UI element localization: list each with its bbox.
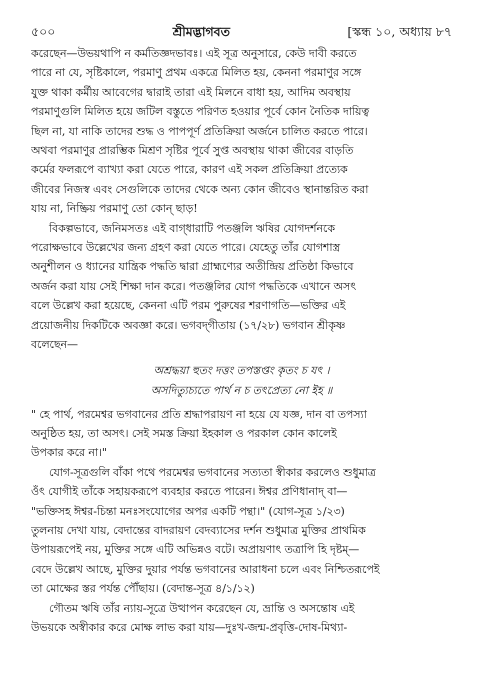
text-line: উপায়রূপেই নয়, মুক্তির সঙ্গে এটি অভিন্নও বটে। অপ্রায়ণাৎ তত্রাপি হি দৃষ্টম্— xyxy=(31,543,360,557)
text-line: তা মোক্ষের স্তর পর্যন্ত পৌঁছায়। (বেদান্ত-সূত্র ৪/১/১২) xyxy=(31,582,255,596)
body-text xyxy=(31,44,452,637)
text-line: বলেছেন— xyxy=(31,338,78,352)
text-line: প্রয়োজনীয় দিকটিকে অবজ্ঞা করে। ভগবদ্‌গীতায় (১৭/২৮) ভগবান শ্রীকৃষ্ণ xyxy=(31,318,346,332)
section-label: [স্কন্ধ ১০, অধ্যায় ৮৭ xyxy=(347,24,452,39)
text-line: পরোক্ষভাবে উল্লেখের জন্য গ্রহণ করা যেতে পারে। যেহেতু তাঁর যোগশাস্ত্র xyxy=(31,241,340,255)
text-line: পারে না যে, সৃষ্টিকালে, পরমাণু প্রথম একত্রে মিলিত হয়, কেননা পরমাণুর সঙ্গে xyxy=(31,66,362,80)
text-line: গৌতম ঋষি তাঁর ন্যায়-সূত্রে উত্থাপন করেছেন যে, ভ্রান্তি ও অসন্তোষ এই xyxy=(49,601,355,615)
book-title: শ্রীমদ্ভাগবত xyxy=(172,24,231,39)
verse-line: অসদিত্যুচ্যতে পার্থ ন চ তৎপ্রেত্য নো ইহ ॥ xyxy=(150,383,333,397)
text-line: বিকল্পভাবে, জনিমসতঃ এই বাগ্‌ধারাটি পতঞ্জলি ঋষির যোগদর্শনকে xyxy=(49,221,335,235)
text-line: যুক্ত থাকা কর্মীয় আবেগের দ্বারাই তারা এই মিলনে বাধা হয়, আদিম অবস্থায় xyxy=(31,85,351,99)
text-line: কর্মের ফলরূপে ব্যাখ্যা করা যেতে পারে, কারণ এই সকল প্রতিক্রিয়া প্রত্যেক xyxy=(31,163,348,177)
text-line: পরমাণুগুলি মিলিত হয়ে জটিল বস্তুতে পরিণত হওয়ার পূর্বে কোন নৈতিক দায়িত্ব xyxy=(31,105,370,119)
text-line: " হে পার্থ, পরমেশ্বর ভগবানের প্রতি শ্রদ্ধাপরায়ণ না হয়ে যে যজ্ঞ, দান বা তপস্যা xyxy=(31,407,367,421)
text-line: উভয়কে অস্বীকার করে মোক্ষ লাভ করা যায়—দুঃখ-জন্ম-প্রবৃত্তি-দোষ-মিথ্যা- xyxy=(31,620,348,634)
page-number: ৫০০ xyxy=(31,24,56,39)
text-line: বলে উল্লেখ করা হয়েছে, কেননা এটি পরম পুরুষের শরণাগতি—ভক্তির এই xyxy=(31,299,346,313)
text-line: উপকার করে না।" xyxy=(31,446,107,460)
text-line: তুলনায় দেখা যায়, বেদান্তের বাদরায়ণ বেদব্যাসের দর্শন শুধুমাত্র মুক্তির প্রাথমিক xyxy=(31,523,366,537)
text-line: বেদে উল্লেখ আছে, মুক্তির দুয়ার পর্যন্ত ভগবানের আরাধনা চলে এবং নিশ্চিতরূপেই xyxy=(31,562,380,576)
text-line: অনুষ্ঠিত হয়, তা অসৎ। সেই সমস্ত ক্রিয়া ইহকাল ও পরকাল কোন কালেই xyxy=(31,426,337,440)
text-line: অথবা পরমাণুর প্রারম্ভিক মিশ্রণ সৃষ্টির পূর্বে সুপ্ত অবস্থায় থাকা জীবের বাড়তি xyxy=(31,144,354,158)
verse-line: অশ্রদ্ধয়া হুতং দত্তং তপস্তপ্তং কৃতং চ যৎ । xyxy=(153,363,330,377)
text-line: জীবের নিজস্ব এবং সেগুলিকে তাদের থেকে অন্য কোন জীবেও স্থানান্তরিত করা xyxy=(31,182,369,196)
text-line: "ভক্তিসহ ঈশ্বর-চিন্তা মনঃসংযোগের অপর একটি পন্থা।" (যোগ-সূত্র ১/২৩) xyxy=(31,504,345,518)
sanskrit-verse xyxy=(31,361,452,401)
text-line: অর্জন করা যায় সেই শিক্ষা দান করে। পতঞ্জলির যোগ পদ্ধতিকে এখানে অসৎ xyxy=(31,279,356,293)
text-line: ওঁৎ যোগীই তাঁকে সহায়করূপে ব্যবহার করতে পারেন। ঈশ্বর প্রণিধানাদ্ বা— xyxy=(31,485,348,499)
text-line: যায় না, নিষ্ক্রিয় পরমাণু তো কোন্ ছাড়! xyxy=(31,202,198,216)
text-line: ছিল না, যা নাকি তাদের শুদ্ধ ও পাপপূর্ণ প্রতিক্রিয়া অর্জনে চালিত করতে পারে। xyxy=(31,124,368,138)
text-line: করেছেন—উভয়থাপি ন কর্মতিজ্ঞদভাবঃ। এই সূত্র অনুসারে, কেউ দাবী করতে xyxy=(31,47,357,60)
running-header xyxy=(31,24,452,40)
text-line: অনুশীলন ও ধ্যানের যান্ত্রিক পদ্ধতি দ্বারা গ্রাহ্মণ্যের অতীন্দ্রিয় প্রতিষ্ঠা কিভাবে xyxy=(31,260,354,274)
text-line: যোগ-সূত্রগুলি বাঁকা পথে পরমেশ্বর ভগবানের সত্যতা স্বীকার করলেও শুধুমাত্র xyxy=(49,465,376,479)
